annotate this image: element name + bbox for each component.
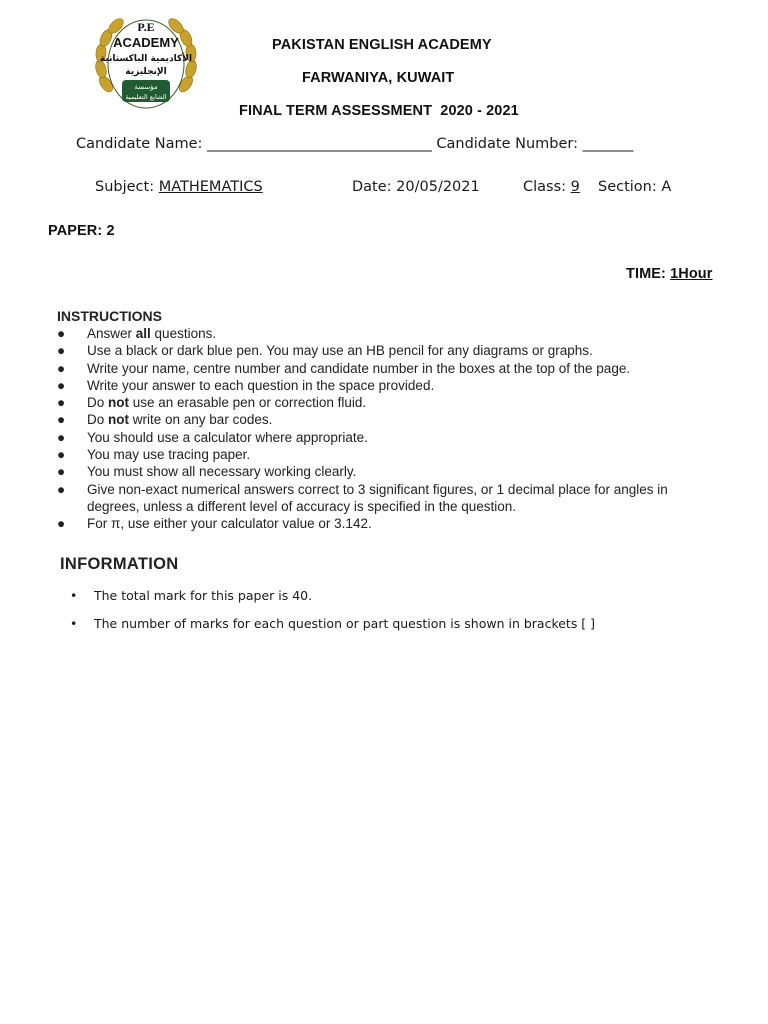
subject-info [95,179,263,195]
date-value: 20/05/2021 [396,179,480,195]
information-text: The total mark for this paper is 40. [94,588,313,603]
time-label: TIME: [626,266,666,282]
information-item [70,616,595,644]
time-value: 1Hour [670,266,713,282]
instruction-text: Write your answer to each question in the space provided. [87,377,435,393]
information-title: INFORMATION [60,555,179,573]
instructions-list [57,325,707,533]
section-label: Section: [598,179,657,195]
bullet-icon: • [70,616,78,631]
paper-label: PAPER: 2 [48,223,115,239]
subject-value: MATHEMATICS [158,179,263,195]
logo-text-main: ACADEMY [113,35,179,50]
instruction-item [57,463,707,480]
bullet-icon: ● [57,429,66,445]
logo-text-ar4: الشايع التعليمية [125,93,167,101]
instruction-emphasis: not [108,395,130,411]
school-logo [92,14,200,114]
instruction-text: You must show all necessary working clearly. [87,464,357,480]
subject-label: Subject: [95,179,155,195]
instruction-text: Do [87,395,109,411]
bullet-icon: ● [57,481,66,497]
assessment-title: FINAL TERM ASSESSMENT 2020 - 2021 [239,103,519,119]
instruction-emphasis: all [135,326,151,341]
bullet-icon: • [70,588,78,603]
instruction-item [57,411,707,428]
instruction-text-tail: write on any bar codes. [129,412,273,428]
instruction-item [57,377,707,394]
school-name: PAKISTAN ENGLISH ACADEMY [272,37,492,53]
candidate-number-field[interactable]: _______ [582,136,634,152]
instruction-text: For π, use either your calculator value or 3.142. [87,516,372,532]
bullet-icon: ● [57,412,66,428]
instruction-text: You may use tracing paper. [87,447,251,463]
bullet-icon: ● [57,447,66,463]
instruction-text: You should use a calculator where appropriate. [87,429,368,445]
school-location: FARWANIYA, KUWAIT [302,70,455,86]
information-list [70,588,595,644]
logo-text-ar1: الأكاديمية الباكستانية [99,54,193,64]
instruction-emphasis: not [108,412,130,428]
instruction-item [57,325,707,342]
candidate-name-field[interactable]: _______________________________ [207,136,432,152]
candidate-number-label: Candidate Number: [436,136,578,152]
instruction-item [57,515,707,532]
instruction-text: Answer [87,326,136,341]
bullet-icon: ● [57,343,66,359]
bullet-icon: ● [57,464,66,480]
section-value: A [661,179,672,195]
instruction-item [57,342,707,359]
class-value: 9 [570,179,580,195]
time-block [626,266,713,282]
logo-text-top: P.E [137,20,155,34]
instruction-item [57,360,707,377]
instruction-text-tail: use an erasable pen or correction fluid. [129,395,367,411]
bullet-icon: ● [57,516,66,532]
logo-text-ar2: الإنجليزية [125,67,167,77]
instruction-text: Use a black or dark blue pen. You may use an HB pencil for any diagrams or graphs. [87,343,593,359]
bullet-icon: ● [57,377,66,393]
bullet-icon: ● [57,326,66,341]
instruction-text-tail: questions. [150,326,217,341]
candidate-name-label: Candidate Name: [76,136,203,152]
date-label: Date: [352,179,392,195]
bullet-icon: ● [57,360,66,376]
date-info [352,179,480,195]
class-info [523,179,580,195]
instructions-title: INSTRUCTIONS [57,308,162,324]
instruction-text: Give non-exact numerical answers correct to 3 significant figures, or 1 decimal place for angles in degrees, unless a different level of accuracy is specified in the question. [87,481,668,514]
class-label: Class: [523,179,567,195]
laurel-wreath-logo [92,14,200,114]
instruction-item [57,394,707,411]
information-item [70,588,595,616]
logo-text-ar3: مؤسسة [134,83,158,91]
bullet-icon: ● [57,395,66,411]
instruction-text: Do [87,412,109,428]
section-info [598,179,671,195]
instruction-item [57,429,707,446]
instruction-item [57,446,707,463]
instruction-text: Write your name, centre number and candidate number in the boxes at the top of the page. [87,360,631,376]
instruction-item [57,481,707,516]
information-text: The number of marks for each question or part question is shown in brackets [ ] [94,616,596,631]
candidate-row [76,136,633,152]
